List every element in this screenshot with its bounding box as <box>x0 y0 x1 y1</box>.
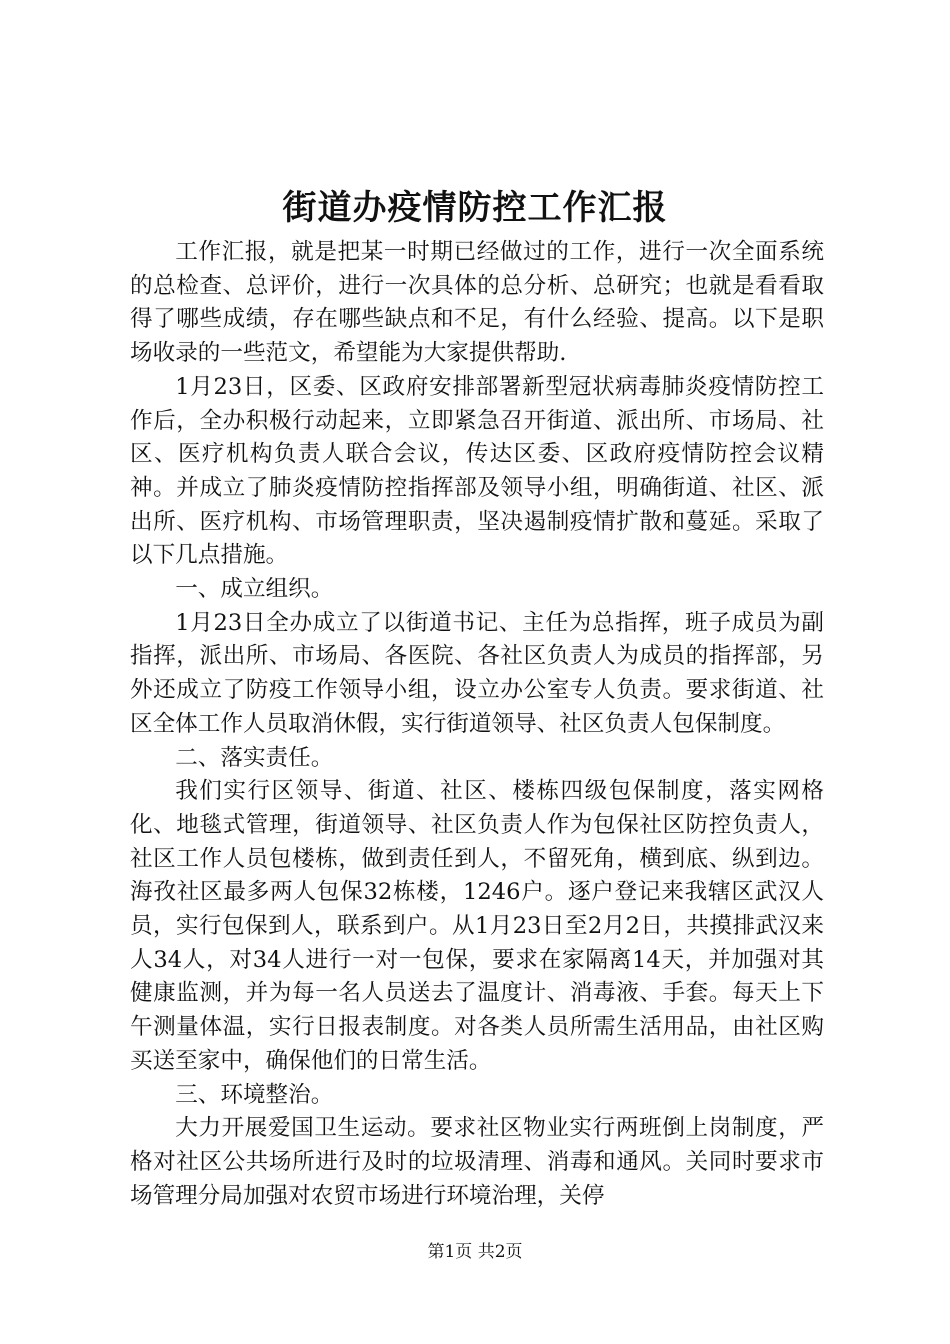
section-heading-1: 一、成立组织。 <box>175 576 334 603</box>
paragraph-organization: 1月23日全办成立了以街道书记、主任为总指挥，班子成员为副指挥，派出所、市场局、各医院、各社区负责人为成员的指挥部，另外还成立了防疫工作领导小组，设立办公室专人负责。要求街道、社区全体工作人员取消休假，实行街道领导、社区负责人包保制度。 <box>130 609 824 737</box>
section-heading-2: 二、落实责任。 <box>175 744 334 771</box>
paragraph-intro: 工作汇报，就是把某一时期已经做过的工作，进行一次全面系统的总检查、总评价，进行一次具体的总分析、总研究；也就是看看取得了哪些成绩，存在哪些缺点和不足，有什么经验、提高。以下是职场收录的一些范文，希望能为大家提供帮助. <box>130 239 824 367</box>
section-heading-3: 三、环境整治。 <box>175 1081 334 1108</box>
document-title: 街道办疫情防控工作汇报 <box>282 188 668 228</box>
paragraph-environment: 大力开展爱国卫生运动。要求社区物业实行两班倒上岗制度，严格对社区公共场所进行及时的垃圾清理、消毒和通风。关同时要求市场管理分局加强对农贸市场进行环境治理，关停 <box>130 1115 824 1209</box>
paragraph-background: 1月23日，区委、区政府安排部署新型冠状病毒肺炎疫情防控工作后，全办积极行动起来，立即紧急召开街道、派出所、市场局、社区、医疗机构负责人联合会议，传达区委、区政府疫情防控会议精神。并成立了肺炎疫情防控指挥部及领导小组，明确街道、社区、派出所、医疗机构、市场管理职责，坚决遏制疫情扩散和蔓延。采取了以下几点措施。 <box>130 373 824 569</box>
document-body <box>130 236 824 1213</box>
paragraph-responsibility: 我们实行区领导、街道、社区、楼栋四级包保制度，落实网格化、地毯式管理，街道领导、社区负责人作为包保社区防控负责人，社区工作人员包楼栋，做到责任到人，不留死角，横到底、纵到边。海孜社区最多两人包保32栋楼，1246户。逐户登记来我辖区武汉人员，实行包保到人，联系到户。从1月23日至2月2日，共摸排武汉来人34人，对34人进行一对一包保，要求在家隔离14天，并加强对其健康监测，并为每一名人员送去了温度计、消毒液、手套。每天上下午测量体温，实行日报表制度。对各类人员所需生活用品，由社区购买送至家中，确保他们的日常生活。 <box>130 778 824 1074</box>
page-number-footer: 第1页 共2页 <box>427 1242 523 1262</box>
